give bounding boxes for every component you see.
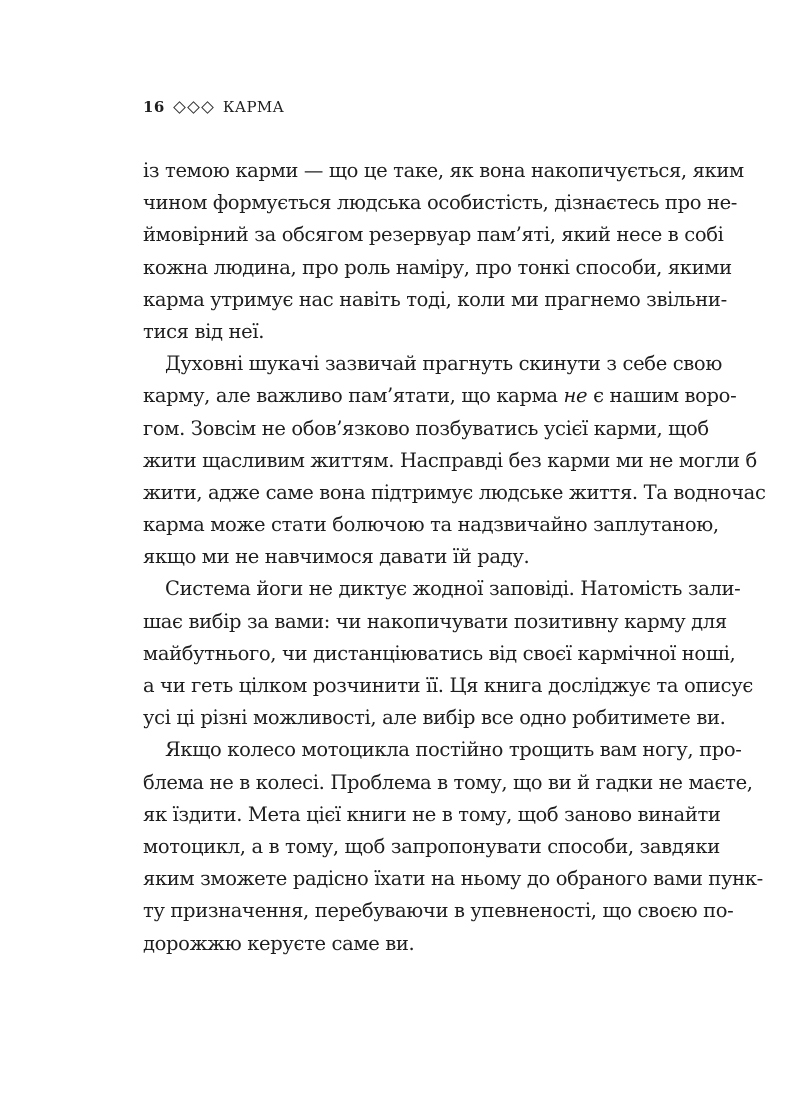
text-segment: є нашим воро-	[593, 384, 737, 408]
text-line: Духовні шукачі зазвичай прагнуть скинути з себе свою	[165, 352, 722, 376]
text-line: як їздити. Мета цієї книги не в тому, щоб заново винайти	[143, 802, 721, 826]
text-line: жити, адже саме вона підтримує людське життя. Та водночас	[143, 480, 766, 504]
page-header	[143, 96, 284, 118]
text-line: жити щасливим життям. Насправді без карми ми не могли б	[143, 448, 757, 472]
text-line: Система йоги не диктує жодної заповіді. Натомість зали-	[165, 577, 741, 601]
paragraph	[143, 348, 766, 573]
text-line: чином формується людська особистість, дізнаєтесь про не-	[143, 191, 738, 215]
paragraph	[143, 734, 763, 959]
text-line: усі ці різні можливості, але вибір все одно робитимете ви.	[143, 706, 726, 730]
page-number: 16	[143, 98, 165, 116]
text-line: ту призначення, перебуваючи в упевненості, що своєю по-	[143, 899, 734, 923]
text-line: із темою карми — що це таке, як вона накопичується, яким	[143, 159, 744, 182]
text-segment: карму, але важливо пам’ятати, що карма	[143, 384, 558, 408]
text-line: тися від неї.	[143, 319, 265, 343]
text-line: майбутнього, чи дистанціюватись від своєї кармічної ноші,	[143, 641, 736, 665]
emphasis: не	[563, 384, 588, 408]
text-line: яким зможете радісно їхати на ньому до обраного вами пунк-	[143, 867, 763, 891]
text-line: дорожжю керуєте саме ви.	[143, 931, 415, 955]
text-line: шає вибір за вами: чи накопичувати позитивну карму для	[143, 609, 727, 633]
body-text	[143, 155, 766, 960]
text-line	[143, 380, 737, 412]
text-line: блема не в колесі. Проблема в тому, що ви й гадки не маєте,	[143, 770, 753, 794]
text-line: карма утримує нас навіть тоді, коли ми прагнемо звільни-	[143, 287, 727, 311]
running-title: КАРМА	[222, 98, 285, 116]
text-line: Якщо колесо мотоцикла постійно трощить вам ногу, про-	[165, 738, 742, 762]
diamond-ornament-icon	[173, 103, 215, 112]
text-line: мотоцикл, а в тому, щоб запропонувати способи, завдяки	[143, 834, 720, 858]
text-line: а чи геть цілком розчинити її. Ця книга досліджує та описує	[143, 674, 753, 697]
text-line: якщо ми не навчимося давати їй раду.	[143, 545, 530, 569]
text-line: гом. Зовсім не обов’язково позбуватись усієї карми, щоб	[143, 416, 709, 440]
paragraph	[143, 573, 753, 734]
text-line: карма може стати болючою та надзвичайно заплутаною,	[143, 513, 719, 537]
text-line: кожна людина, про роль наміру, про тонкі способи, якими	[143, 255, 732, 279]
paragraph	[143, 155, 744, 348]
text-line: ймовірний за обсягом резервуар пам’яті, який несе в собі	[143, 223, 724, 247]
